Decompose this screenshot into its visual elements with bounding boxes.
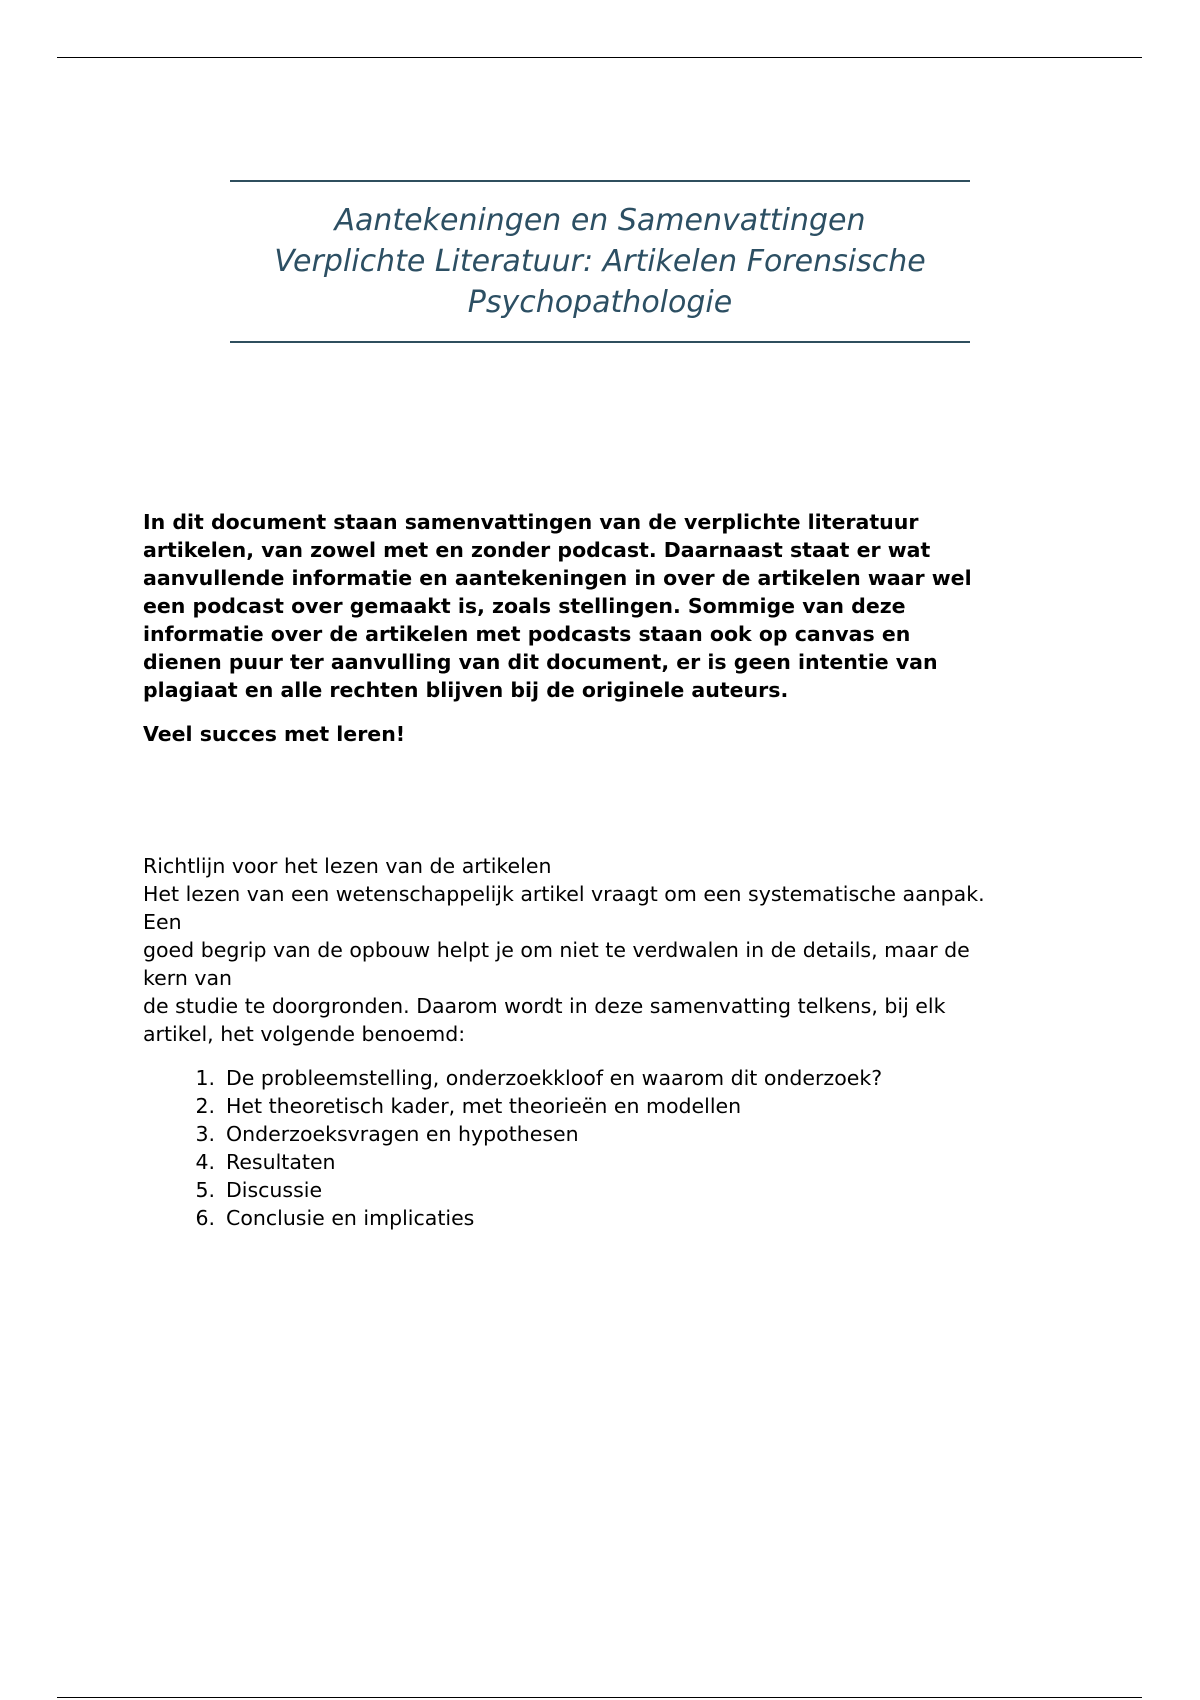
- list-item: [143, 1148, 1083, 1176]
- list-number: 4.: [195, 1150, 215, 1174]
- list-item: [143, 1176, 1083, 1204]
- list-number: 3.: [195, 1122, 215, 1146]
- title-line: Verplichte Literatuur: Artikelen Forensische: [274, 244, 926, 279]
- page-title: [230, 182, 970, 341]
- list-text: Discussie: [226, 1178, 323, 1202]
- page-bottom-rule: [57, 1697, 1142, 1698]
- guideline-line: de studie te doorgronden. Daarom wordt in deze samenvatting telkens, bij elk: [143, 994, 946, 1018]
- guideline-heading: Richtlijn voor het lezen van de artikelen: [143, 854, 552, 878]
- list-number: 5.: [195, 1178, 215, 1202]
- list-item: [143, 1204, 1083, 1232]
- list-item: [143, 1064, 1083, 1092]
- page-top-rule: [57, 57, 1142, 58]
- intro-paragraph: [143, 508, 1063, 748]
- title-bottom-rule: [230, 341, 970, 343]
- guideline-line: artikel, het volgende benoemd:: [143, 1022, 466, 1046]
- guideline-line: Een: [143, 910, 182, 934]
- intro-line: dienen puur ter aanvulling van dit document, er is geen intentie van: [143, 650, 938, 674]
- list-text: Het theoretisch kader, met theorieën en modellen: [226, 1094, 742, 1118]
- list-number: 6.: [195, 1206, 215, 1230]
- guideline-section: [143, 852, 1083, 1232]
- intro-line: artikelen, van zowel met en zonder podcast. Daarnaast staat er wat: [143, 538, 931, 562]
- title-block: [230, 180, 970, 343]
- title-line: Psychopathologie: [467, 285, 733, 320]
- intro-line: In dit document staan samenvattingen van de verplichte literatuur: [143, 510, 919, 534]
- intro-line: aanvullende informatie en aantekeningen in over de artikelen waar wel: [143, 566, 972, 590]
- list-item: [143, 1120, 1083, 1148]
- guideline-line: goed begrip van de opbouw helpt je om niet te verdwalen in de details, maar de: [143, 938, 970, 962]
- list-text: Conclusie en implicaties: [226, 1206, 475, 1230]
- intro-line: plagiaat en alle rechten blijven bij de originele auteurs.: [143, 678, 789, 702]
- steps-list: [143, 1064, 1083, 1232]
- list-text: De probleemstelling, onderzoekkloof en waarom dit onderzoek?: [226, 1066, 883, 1090]
- closing-line: Veel succes met leren!: [143, 722, 406, 746]
- list-text: Resultaten: [226, 1150, 336, 1174]
- list-number: 1.: [195, 1066, 215, 1090]
- list-item: [143, 1092, 1083, 1120]
- guideline-line: kern van: [143, 966, 233, 990]
- title-line: Aantekeningen en Samenvattingen: [334, 203, 866, 238]
- guideline-line: Het lezen van een wetenschappelijk artikel vraagt om een systematische aanpak.: [143, 882, 985, 906]
- intro-line: een podcast over gemaakt is, zoals stellingen. Sommige van deze: [143, 594, 906, 618]
- intro-line: informatie over de artikelen met podcasts staan ook op canvas en: [143, 622, 911, 646]
- list-text: Onderzoeksvragen en hypothesen: [226, 1122, 579, 1146]
- list-number: 2.: [195, 1094, 215, 1118]
